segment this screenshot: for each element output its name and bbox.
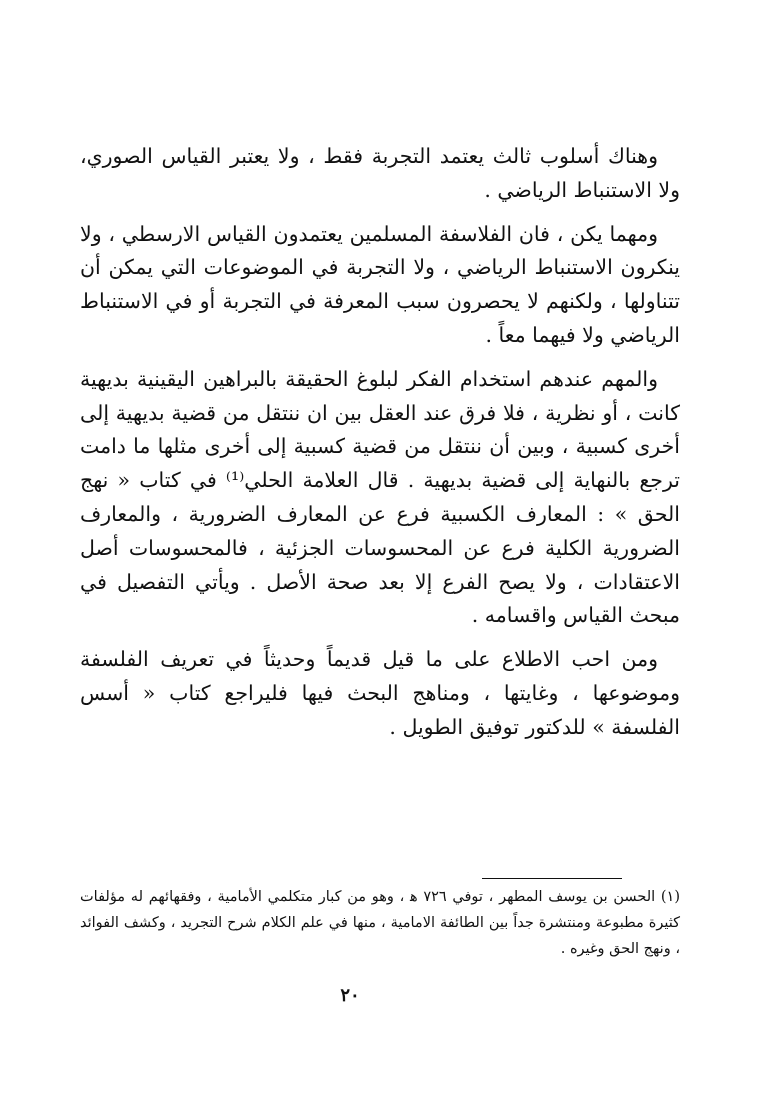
paragraph-3: والمهم عندهم استخدام الفكر لبلوغ الحقيقة بالبراهين اليقينية بديهية كانت ، أو نظرية ، فلا فرق عند العقل بين ان ننتقل من قضية بديهية إلى أخرى كسبية ، وبين أن ننتقل من قضية كسبية إلى أخرى مثلها ما دامت ترجع بالنهاية إلى قضية بديهية . قال العلامة الحلي⁽¹⁾ في كتاب « نهج الحق » : المعارف الكسبية فرع عن المعارف الضرورية ، والمعارف الضرورية الكلية فرع عن المحسوسات الجزئية ، فالمحسوسات أصل الاعتقادات ، ولا يصح الفرع إلا بعد صحة الأصل . ويأتي التفصيل في مبحث القياس واقسامه . [80,366,680,628]
page-number: ٢٠ [340,985,360,1006]
paragraph-2: ومهما يكن ، فان الفلاسفة المسلمين يعتمدون القياس الارسطي ، ولا ينكرون الاستنباط الرياضي ، ولا التجربة في الموضوعات التي يمكن أن تتناولها ، ولكنهم لا يحصرون سبب المعرفة في التجربة أو في الاستنباط الرياضي ولا فيهما معاً . [80,221,680,347]
paragraph-4: ومن احب الاطلاع على ما قيل قديماً وحديثاً في تعريف الفلسفة وموضوعها ، وغايتها ، ومناهج البحث فيها فليراجع كتاب « أسس الفلسفة » للدكتور توفيق الطويل . [80,647,680,739]
footnotes [80,884,680,962]
footnote-1: (١) الحسن بن يوسف المطهر ، توفي ٧٢٦ ﻫ ، وهو من كبار متكلمي الأمامية ، وفقهائهم له مؤلفات كثيرة مطبوعة ومنتشرة جداً بين الطائفة الامامية ، منها في علم الكلام شرح التجريد ، وكشف الفوائد ، ونهج الحق وغيره . [80,889,680,957]
footnote-divider [482,878,622,879]
body-text [80,140,680,755]
paragraph-1: وهناك أسلوب ثالث يعتمد التجربة فقط ، ولا يعتبر القياس الصوري، ولا الاستنباط الرياضي . [80,144,680,202]
